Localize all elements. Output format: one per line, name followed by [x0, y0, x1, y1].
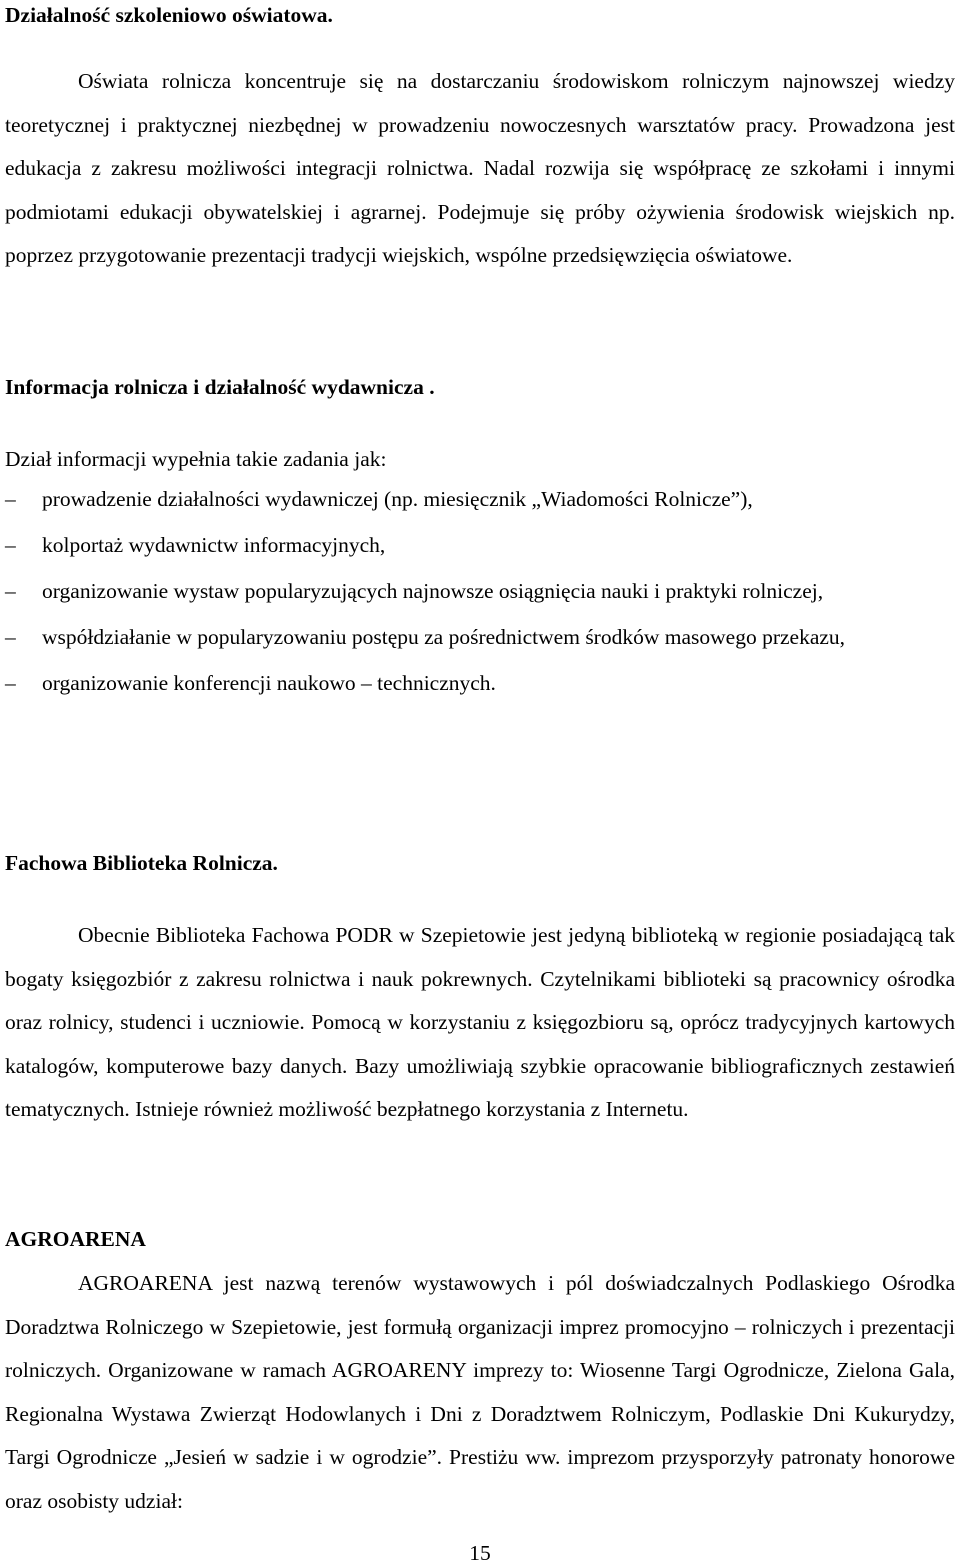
section-heading-information: Informacja rolnicza i działalność wydawnicza .	[5, 375, 435, 399]
list-item-text: kolportaż wydawnictw informacyjnych,	[42, 533, 386, 557]
dash-bullet-icon: –	[5, 487, 16, 511]
dash-bullet-icon: –	[5, 533, 16, 557]
list-item	[5, 570, 955, 614]
paragraph-library: Obecnie Biblioteka Fachowa PODR w Szepietowie jest jedyną biblioteką w regionie posiadającą tak bogaty księgozbiór z zakresu rolnictwa i nauk pokrewnych. Czytelnikami biblioteki są pracownicy ośrodka oraz rolnicy, studenci i uczniowie. Pomocą w korzystaniu z księgozbioru są, oprócz tradycyjnych kartowych katalogów, komputerowe bazy danych. Bazy umożliwiają szybkie opracowanie bibliograficznych zestawień tematycznych. Istnieje również możliwość bezpłatnego korzystania z Internetu.	[5, 923, 955, 1121]
list-item	[5, 616, 955, 660]
information-task-list	[5, 478, 955, 708]
dash-bullet-icon: –	[5, 625, 16, 649]
list-item	[5, 524, 955, 568]
list-item-text: organizowanie wystaw popularyzujących najnowsze osiągnięcia nauki i praktyki rolniczej,	[42, 579, 824, 603]
section-heading-library: Fachowa Biblioteka Rolnicza.	[5, 851, 278, 875]
section-heading-agroarena: AGROARENA	[5, 1227, 146, 1251]
paragraph-information-intro: Dział informacji wypełnia takie zadania jak:	[5, 447, 387, 471]
list-item	[5, 478, 955, 522]
list-item-text: organizowanie konferencji naukowo – technicznych.	[42, 671, 496, 695]
list-item	[5, 662, 955, 706]
list-item-text: współdziałanie w popularyzowaniu postępu za pośrednictwem środków masowego przekazu,	[42, 625, 846, 649]
dash-bullet-icon: –	[5, 579, 16, 603]
list-item-text: prowadzenie działalności wydawniczej (np. miesięcznik „Wiadomości Rolnicze”),	[42, 487, 753, 511]
page-number: 15	[469, 1541, 491, 1565]
document-page	[5, 0, 955, 1565]
dash-bullet-icon: –	[5, 671, 16, 695]
paragraph-agroarena: AGROARENA jest nazwą terenów wystawowych i pól doświadczalnych Podlaskiego Ośrodka Doradztwa Rolniczego w Szepietowie, jest formułą organizacji imprez promocyjno – rolniczych i prezentacji rolniczych. Organizowane w ramach AGROARENY imprezy to: Wiosenne Targi Ogrodnicze, Zielona Gala, Regionalna Wystawa Zwierząt Hodowlanych i Dni z Doradztwem Rolniczym, Podlaskie Dni Kukurydzy, Targi Ogrodnicze „Jesień w sadzie i w ogrodzie”. Prestiżu ww. imprezom przysporzyły patronaty honorowe oraz osobisty udział:	[5, 1271, 955, 1513]
paragraph-education: Oświata rolnicza koncentruje się na dostarczaniu środowiskom rolniczym najnowszej wiedzy teoretycznej i praktycznej niezbędnej w prowadzeniu nowoczesnych warsztatów pracy. Prowadzona jest edukacja z zakresu możliwości integracji rolnictwa. Nadal rozwija się współpracę ze szkołami i innymi podmiotami edukacji obywatelskiej i agrarnej. Podejmuje się próby ożywienia środowisk wiejskich np. poprzez przygotowanie prezentacji tradycji wiejskich, wspólne przedsięwzięcia oświatowe.	[5, 69, 955, 267]
section-heading-education: Działalność szkoleniowo oświatowa.	[5, 3, 333, 27]
